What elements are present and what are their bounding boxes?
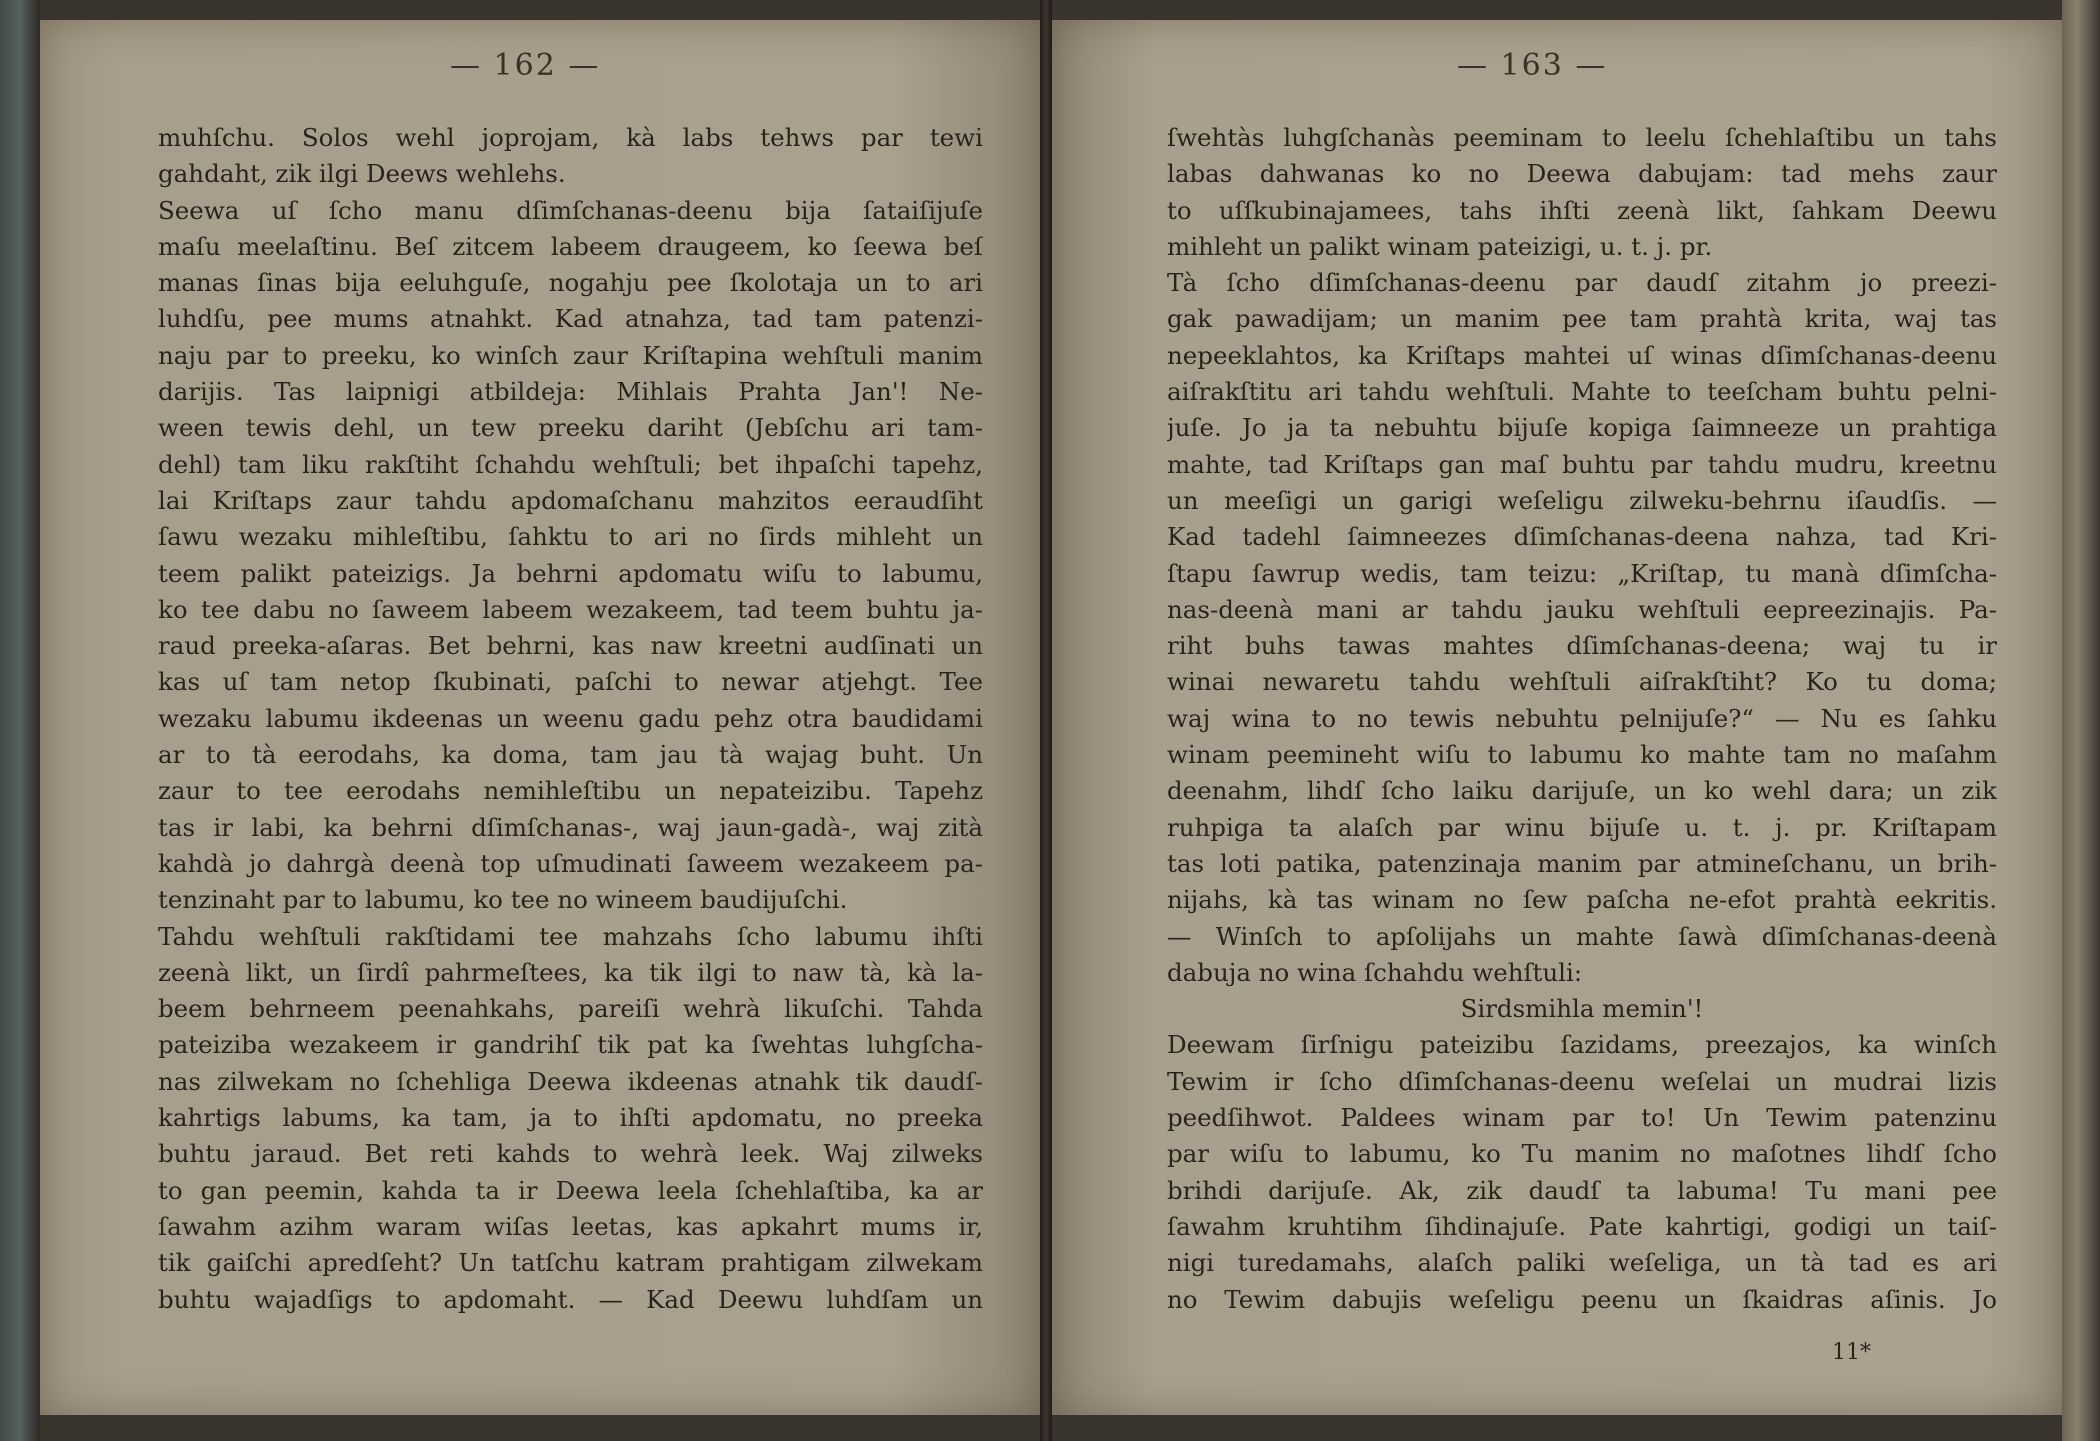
left-page-text bbox=[158, 120, 983, 1318]
text-line: buhtu jaraud. Bet reti kahds to wehrà leek. Waj zilweks bbox=[158, 1139, 983, 1169]
text-line: ſawu wezaku mihleſtibu, ſahktu to ari no ſirds mihleht un bbox=[158, 522, 983, 552]
text-line: nigi turedamahs, alaſch paliki weſeliga, un tà tad es ari bbox=[1167, 1248, 1997, 1278]
text-line: Deewam ſirſnigu pateizibu ſazidams, preezajos, ka winſch bbox=[1167, 1030, 1997, 1060]
text-line: Seewa uſ ſcho manu dſimſchanas-deenu bija ſataiſijuſe bbox=[158, 195, 983, 225]
text-line: naju par to preeku, ko winſch zaur Kriſtapina wehſtuli manim bbox=[158, 340, 983, 370]
text-line: kahdà jo dahrgà deenà top uſmudinati ſaweem wezakeem pa- bbox=[158, 848, 983, 878]
text-line: to gan peemin, kahda ta ir Deewa leela ſchehlaſtiba, ka ar bbox=[158, 1175, 983, 1205]
text-line: mahte, tad Kriſtaps gan maſ buhtu par tahdu mudru, kreetnu bbox=[1167, 449, 1997, 479]
text-line: dehl) tam liku rakſtiht ſchahdu wehſtuli; bet ihpaſchi tapehz, bbox=[158, 449, 983, 479]
text-line: par wiſu to labumu, ko Tu manim no maſotnes lihdſ ſcho bbox=[1167, 1139, 1997, 1169]
text-line: muhſchu. Solos wehl joprojam, kà labs tehws par tewi bbox=[158, 123, 983, 152]
book-gutter bbox=[1040, 0, 1052, 1441]
text-line: un meeſigi un garigi weſeligu zilweku-behrnu iſaudſis. — bbox=[1167, 485, 1997, 515]
text-line: ruhpiga ta alaſch par winu bijuſe u. t. j. pr. Kriſtapam bbox=[1167, 812, 1997, 842]
text-line: Tewim ir ſcho dſimſchanas-deenu weſelai un mudrai lizis bbox=[1167, 1066, 1997, 1096]
right-page-text bbox=[1167, 120, 1997, 1318]
text-line: lai Kriſtaps zaur tahdu apdomaſchanu mahzitos eeraudſiht bbox=[158, 485, 983, 515]
text-line: maſu meelaſtinu. Beſ zitcem labeem draugeem, ko ſeewa beſ bbox=[158, 231, 983, 261]
text-line: ko tee dabu no ſaweem labeem wezakeem, tad teem buhtu ja- bbox=[158, 594, 983, 624]
text-line: ween tewis dehl, un tew preeku dariht (Jebſchu ari tam- bbox=[158, 413, 983, 443]
text-line: Sirdsmihla memin'! bbox=[1460, 994, 1704, 1024]
text-line: juſe. Jo ja ta nebuhtu bijuſe kopiga ſaimneeze un prahtiga bbox=[1167, 413, 1997, 443]
text-line: darijis. Tas laipnigi atbildeja: Mihlais Prahta Jan'! Ne- bbox=[158, 377, 983, 407]
text-line: gahdaht, zik ilgi Deews wehlehs. bbox=[158, 159, 566, 189]
text-line: nijahs, kà tas winam no ſew paſcha ne-efot prahtà eekritis. bbox=[1167, 885, 1997, 915]
text-line: ſtapu ſawrup wedis, tam teizu: „Kriſtap, tu manà dſimſcha- bbox=[1167, 558, 1997, 588]
text-line: brihdi darijuſe. Ak, zik daudſ ta labuma! Tu mani pee bbox=[1167, 1175, 1997, 1205]
page-number-right: — 163 — bbox=[1457, 48, 1608, 83]
text-line: nas zilwekam no ſchehliga Deewa ikdeenas atnahk tik daudſ- bbox=[158, 1066, 983, 1096]
text-line: wezaku labumu ikdeenas un weenu gadu pehz otra baudidami bbox=[158, 703, 983, 733]
signature-mark: 11* bbox=[1832, 1340, 1871, 1365]
text-line: mihleht un palikt winam pateizigi, u. t. j. pr. bbox=[1167, 231, 1713, 261]
text-line: gak pawadijam; un manim pee tam prahtà krita, waj tas bbox=[1167, 304, 1997, 334]
text-line: manas ſinas bija eeluhguſe, nogahju pee ſkolotaja un to ari bbox=[158, 268, 983, 298]
text-line: winam peemineht wiſu to labumu ko mahte tam no maſahm bbox=[1167, 740, 1997, 770]
text-line: teem palikt pateizigs. Ja behrni apdomatu wiſu to labumu, bbox=[158, 558, 983, 588]
text-line: luhdſu, pee mums atnahkt. Kad atnahza, tad tam patenzi- bbox=[158, 304, 983, 334]
text-line: to uſſkubinajamees, tahs ihſti zeenà likt, ſahkam Deewu bbox=[1167, 195, 1997, 225]
text-line: kahrtigs labums, ka tam, ja to ihſti apdomatu, no preeka bbox=[158, 1103, 983, 1133]
text-line: ſawahm azihm waram wiſas leetas, kas apkahrt mums ir, bbox=[158, 1211, 983, 1241]
left-page bbox=[40, 20, 1040, 1415]
text-line: tas loti patika, patenzinaja manim par atmineſchanu, un brih- bbox=[1167, 848, 1997, 878]
text-line: kas uſ tam netop ſkubinati, paſchi to newar atjehgt. Tee bbox=[158, 667, 983, 697]
right-page bbox=[1052, 20, 2062, 1415]
text-line: aiſrakſtitu ari tahdu wehſtuli. Mahte to teeſcham buhtu pelni- bbox=[1167, 377, 1997, 407]
text-line: tas ir labi, ka behrni dſimſchanas-, waj jaun-gadà-, waj zità bbox=[158, 812, 983, 842]
page-number-left: — 162 — bbox=[450, 48, 601, 83]
book-cover-edge-left bbox=[0, 0, 40, 1441]
text-line: Tahdu wehſtuli rakſtidami tee mahzahs ſcho labumu ihſti bbox=[158, 921, 983, 951]
text-line: Tà ſcho dſimſchanas-deenu par daudſ zitahm jo preezi- bbox=[1167, 268, 1997, 298]
text-line: dabuja no wina ſchahdu wehſtuli: bbox=[1167, 957, 1583, 987]
text-line: nas-deenà mani ar tahdu jauku wehſtuli eepreezinajis. Pa- bbox=[1167, 594, 1997, 624]
text-line: buhtu wajadſigs to apdomaht. — Kad Deewu luhdſam un bbox=[158, 1284, 983, 1314]
text-line: riht buhs tawas mahtes dſimſchanas-deena; waj tu ir bbox=[1167, 631, 1997, 661]
text-line: beem behrneem peenahkahs, pareiſi wehrà likuſchi. Tahda bbox=[158, 994, 983, 1024]
text-line: winai newaretu tahdu wehſtuli aiſrakſtiht? Ko tu doma; bbox=[1167, 667, 1997, 697]
text-line: zaur to tee eerodahs nemihleſtibu un nepateizibu. Tapehz bbox=[158, 776, 983, 806]
text-line: nepeeklahtos, ka Kriſtaps mahtei uſ winas dſimſchanas-deenu bbox=[1167, 340, 1997, 370]
text-line: — Winſch to apſolijahs un mahte ſawà dſimſchanas-deenà bbox=[1167, 921, 1997, 951]
text-line: peedſihwot. Paldees winam par to! Un Tewim patenzinu bbox=[1167, 1103, 1997, 1133]
text-line: pateiziba wezakeem ir gandrihſ tik pat ka ſwehtas luhgſcha- bbox=[158, 1030, 983, 1060]
book-page-edges-right bbox=[2062, 0, 2100, 1441]
text-line: no Tewim dabujis weſeligu peenu un ſkaidras aſinis. Jo bbox=[1167, 1284, 1997, 1314]
text-line: tenzinaht par to labumu, ko tee no wineem baudijuſchi. bbox=[158, 885, 848, 915]
text-line: raud preeka-aſaras. Bet behrni, kas naw kreetni audſinati un bbox=[158, 631, 983, 661]
text-line: labas dahwanas ko no Deewa dabujam: tad mehs zaur bbox=[1167, 159, 1997, 189]
text-line: ar to tà eerodahs, ka doma, tam jau tà wajag buht. Un bbox=[158, 740, 983, 770]
text-line: zeenà likt, un ſirdî pahrmeſtees, ka tik ilgi to naw tà, kà la- bbox=[158, 957, 983, 987]
text-line: ſwehtàs luhgſchanàs peeminam to leelu ſchehlaſtibu un tahs bbox=[1167, 123, 1997, 152]
text-line: deenahm, lihdſ ſcho laiku darijuſe, un ko wehl dara; un zik bbox=[1167, 776, 1997, 806]
text-line: tik gaiſchi apredſeht? Un tatſchu katram prahtigam zilwekam bbox=[158, 1248, 983, 1278]
text-line: Kad tadehl ſaimneezes dſimſchanas-deena nahza, tad Kri- bbox=[1167, 522, 1997, 552]
text-line: ſawahm kruhtihm ſihdinajuſe. Pate kahrtigi, godigi un taiſ- bbox=[1167, 1211, 1997, 1241]
text-line: waj wina to no tewis nebuhtu pelnijuſe?“ — Nu es ſahku bbox=[1167, 703, 1997, 733]
